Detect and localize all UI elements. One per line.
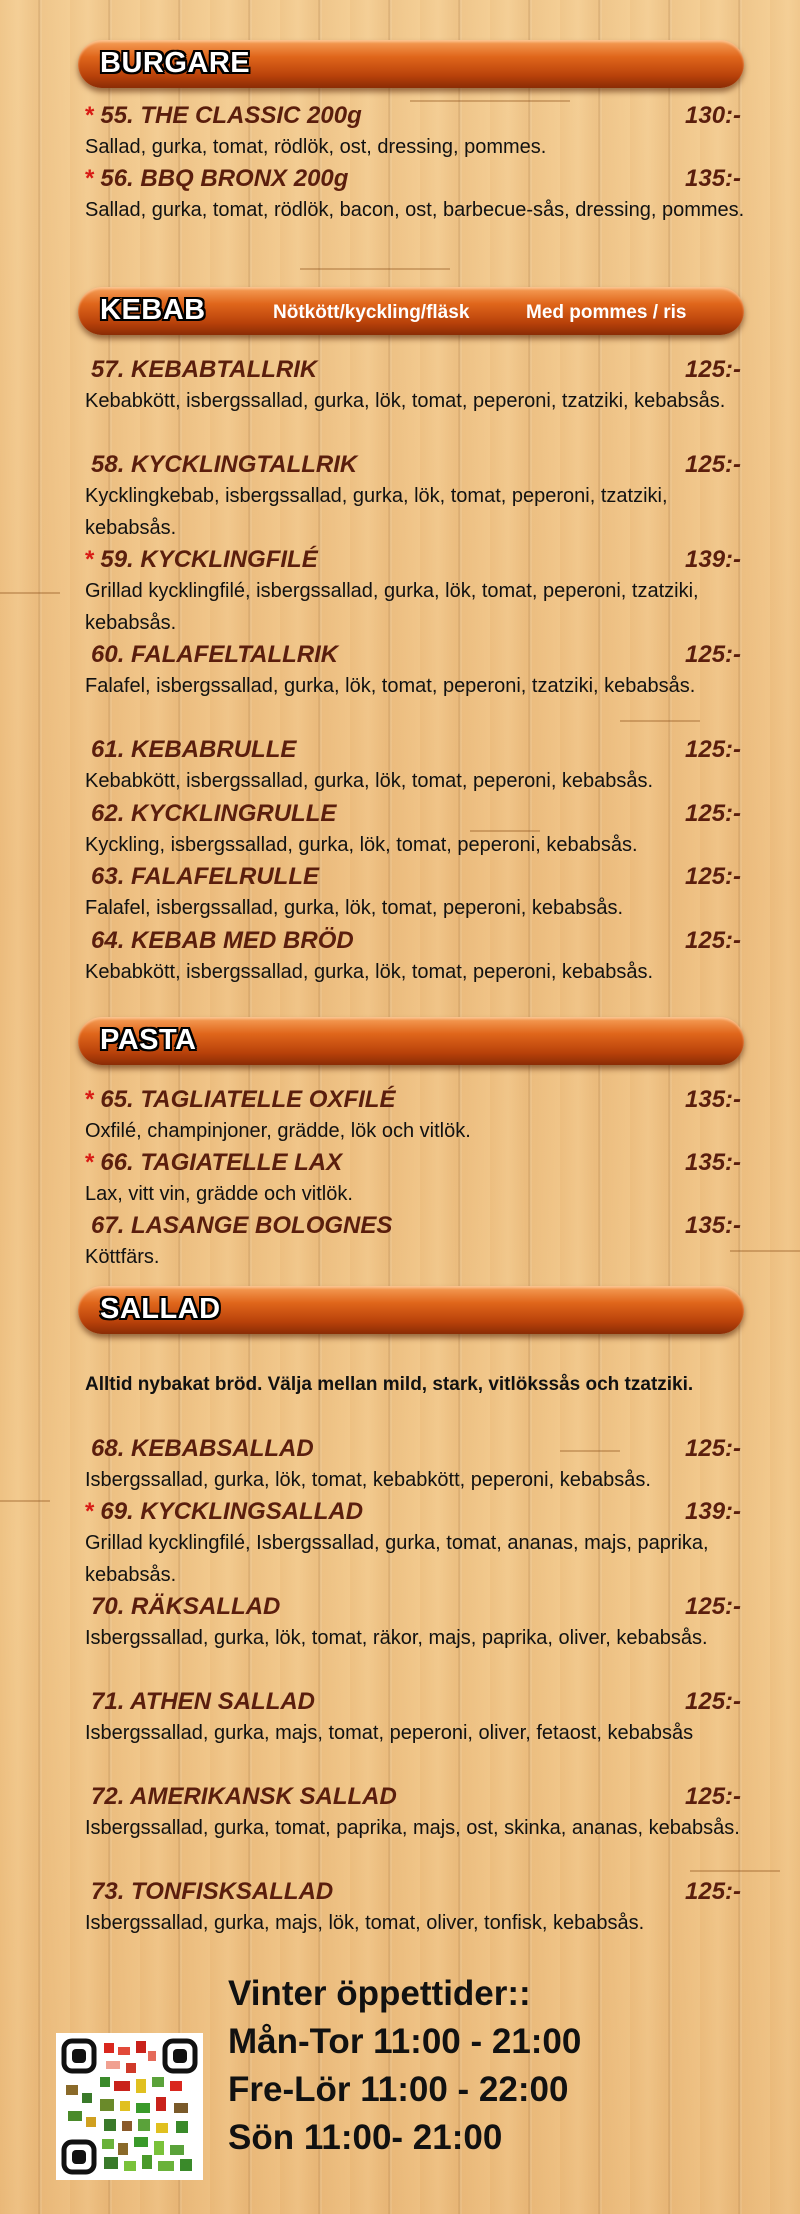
item-name: 66. TAGIATELLE LAX [100,1149,343,1176]
item-name: 60. FALAFELTALLRIK [91,641,339,668]
item-description: Sallad, gurka, tomat, rödlök, bacon, ost, barbecue-sås, dressing, pommes. [85,199,745,221]
item-name: 56. BBQ BRONX 200g [100,165,349,192]
section-header-pasta [78,1017,744,1065]
section-title: SALLAD [100,1293,221,1325]
star-icon: * [85,546,95,573]
item-name: 70. RÄKSALLAD [91,1593,281,1620]
item-name: 65. TAGLIATELLE OXFILÉ [100,1086,396,1113]
wood-seam [0,592,60,594]
hours-title: Vinter öppettider:: [228,1974,531,2013]
item-description: Grillad kycklingfilé, Isbergssallad, gurka, tomat, ananas, majs, paprika, kebabsås. [85,1532,709,1586]
item-description: Isbergssallad, gurka, lök, tomat, räkor, majs, paprika, oliver, kebabsås. [85,1627,708,1649]
menu-item [85,735,755,797]
star-icon: * [85,165,95,192]
item-description: Falafel, isbergssallad, gurka, lök, tomat, peperoni, tzatziki, kebabsås. [85,675,696,697]
menu-item [85,1592,755,1654]
opening-hours [228,1970,581,2162]
item-name: 58. KYCKLINGTALLRIK [91,451,358,478]
item-name: 62. KYCKLINGRULLE [91,800,337,827]
item-description: Isbergssallad, gurka, lök, tomat, kebabkött, peperoni, kebabsås. [85,1469,651,1491]
item-description: Sallad, gurka, tomat, rödlök, ost, dressing, pommes. [85,136,547,158]
item-description: Grillad kycklingfilé, isbergssallad, gurka, lök, tomat, peperoni, tzatziki, kebabsås. [85,580,699,634]
item-price: 125:- [685,641,742,668]
wood-seam [620,720,700,722]
item-price: 125:- [685,1593,742,1620]
menu-item [85,1782,755,1844]
item-name: 55. THE CLASSIC 200g [100,102,362,129]
section-header-sallad [78,1286,744,1334]
item-price: 125:- [685,1435,742,1462]
qr-code-icon [56,2033,203,2180]
star-icon: * [85,1086,95,1113]
menu-item [85,799,755,861]
item-description: Kyckling, isbergssallad, gurka, lök, tomat, peperoni, kebabsås. [85,834,638,856]
star-icon: * [85,1149,95,1176]
menu-item [85,1085,755,1147]
item-name: 71. ATHEN SALLAD [91,1688,316,1715]
wood-seam [0,1500,50,1502]
section-subtitle: Med pommes / ris [526,302,687,323]
wood-seam [690,1870,780,1872]
menu-item [85,926,755,988]
item-price: 125:- [685,927,742,954]
menu-item [85,355,755,417]
section-title: KEBAB [100,294,206,326]
section-header-kebab [78,287,744,335]
item-name: 72. AMERIKANSK SALLAD [91,1783,397,1810]
section-subtitle: Nötkött/kyckling/fläsk [273,302,470,323]
menu-item [85,545,755,639]
item-price: 125:- [685,451,742,478]
item-name: 73. TONFISKSALLAD [91,1878,334,1905]
menu-item [85,1877,755,1939]
menu-item [85,1497,755,1591]
item-name: 69. KYCKLINGSALLAD [100,1498,364,1525]
item-description: Kycklingkebab, isbergssallad, gurka, lök, tomat, peperoni, tzatziki, kebabsås. [85,485,668,539]
item-name: 57. KEBABTALLRIK [91,356,318,383]
hours-line: Sön 11:00- 21:00 [228,2118,503,2157]
menu-item [85,101,755,163]
item-name: 64. KEBAB MED BRÖD [91,927,354,954]
item-description: Falafel, isbergssallad, gurka, lök, tomat, peperoni, kebabsås. [85,897,624,919]
menu-item [85,164,755,226]
item-price: 125:- [685,1783,742,1810]
hours-line: Fre-Lör 11:00 - 22:00 [228,2070,569,2109]
menu-item [85,450,755,544]
item-description: Lax, vitt vin, grädde och vitlök. [85,1183,353,1205]
menu-item [85,1148,755,1210]
section-title: BURGARE [100,47,251,79]
item-price: 135:- [685,1149,742,1176]
item-price: 125:- [685,736,742,763]
section-note: Alltid nybakat bröd. Välja mellan mild, stark, vitlökssås och tzatziki. [85,1374,694,1395]
item-price: 135:- [685,1086,742,1113]
section-header-burgare [78,40,744,88]
wood-seam [300,268,450,270]
item-price: 125:- [685,356,742,383]
item-price: 125:- [685,1878,742,1905]
item-name: 67. LASANGE BOLOGNES [91,1212,393,1239]
item-price: 125:- [685,1688,742,1715]
menu-item [85,1211,755,1273]
item-name: 59. KYCKLINGFILÉ [100,546,318,573]
item-price: 139:- [685,1498,742,1525]
item-description: Oxfilé, champinjoner, grädde, lök och vitlök. [85,1120,471,1142]
menu-item [85,862,755,924]
menu-item [85,1434,755,1496]
item-description: Isbergssallad, gurka, tomat, paprika, majs, ost, skinka, ananas, kebabsås. [85,1817,740,1839]
item-price: 139:- [685,546,742,573]
menu-item [85,1687,755,1749]
item-name: 61. KEBABRULLE [91,736,297,763]
item-price: 125:- [685,800,742,827]
item-description: Köttfärs. [85,1246,160,1268]
item-price: 130:- [685,102,742,129]
star-icon: * [85,102,95,129]
item-name: 68. KEBABSALLAD [91,1435,314,1462]
item-price: 135:- [685,165,742,192]
item-name: 63. FALAFELRULLE [91,863,320,890]
item-description: Kebabkött, isbergssallad, gurka, lök, tomat, peperoni, kebabsås. [85,770,654,792]
item-price: 135:- [685,1212,742,1239]
star-icon: * [85,1498,95,1525]
menu-item [85,640,755,702]
hours-line: Mån-Tor 11:00 - 21:00 [228,2022,582,2061]
section-title: PASTA [100,1024,197,1056]
item-description: Kebabkött, isbergssallad, gurka, lök, tomat, peperoni, tzatziki, kebabsås. [85,390,726,412]
item-description: Kebabkött, isbergssallad, gurka, lök, tomat, peperoni, kebabsås. [85,961,654,983]
item-description: Isbergssallad, gurka, majs, tomat, peperoni, oliver, fetaost, kebabsås [85,1722,694,1744]
item-description: Isbergssallad, gurka, majs, lök, tomat, oliver, tonfisk, kebabsås. [85,1912,645,1934]
item-price: 125:- [685,863,742,890]
